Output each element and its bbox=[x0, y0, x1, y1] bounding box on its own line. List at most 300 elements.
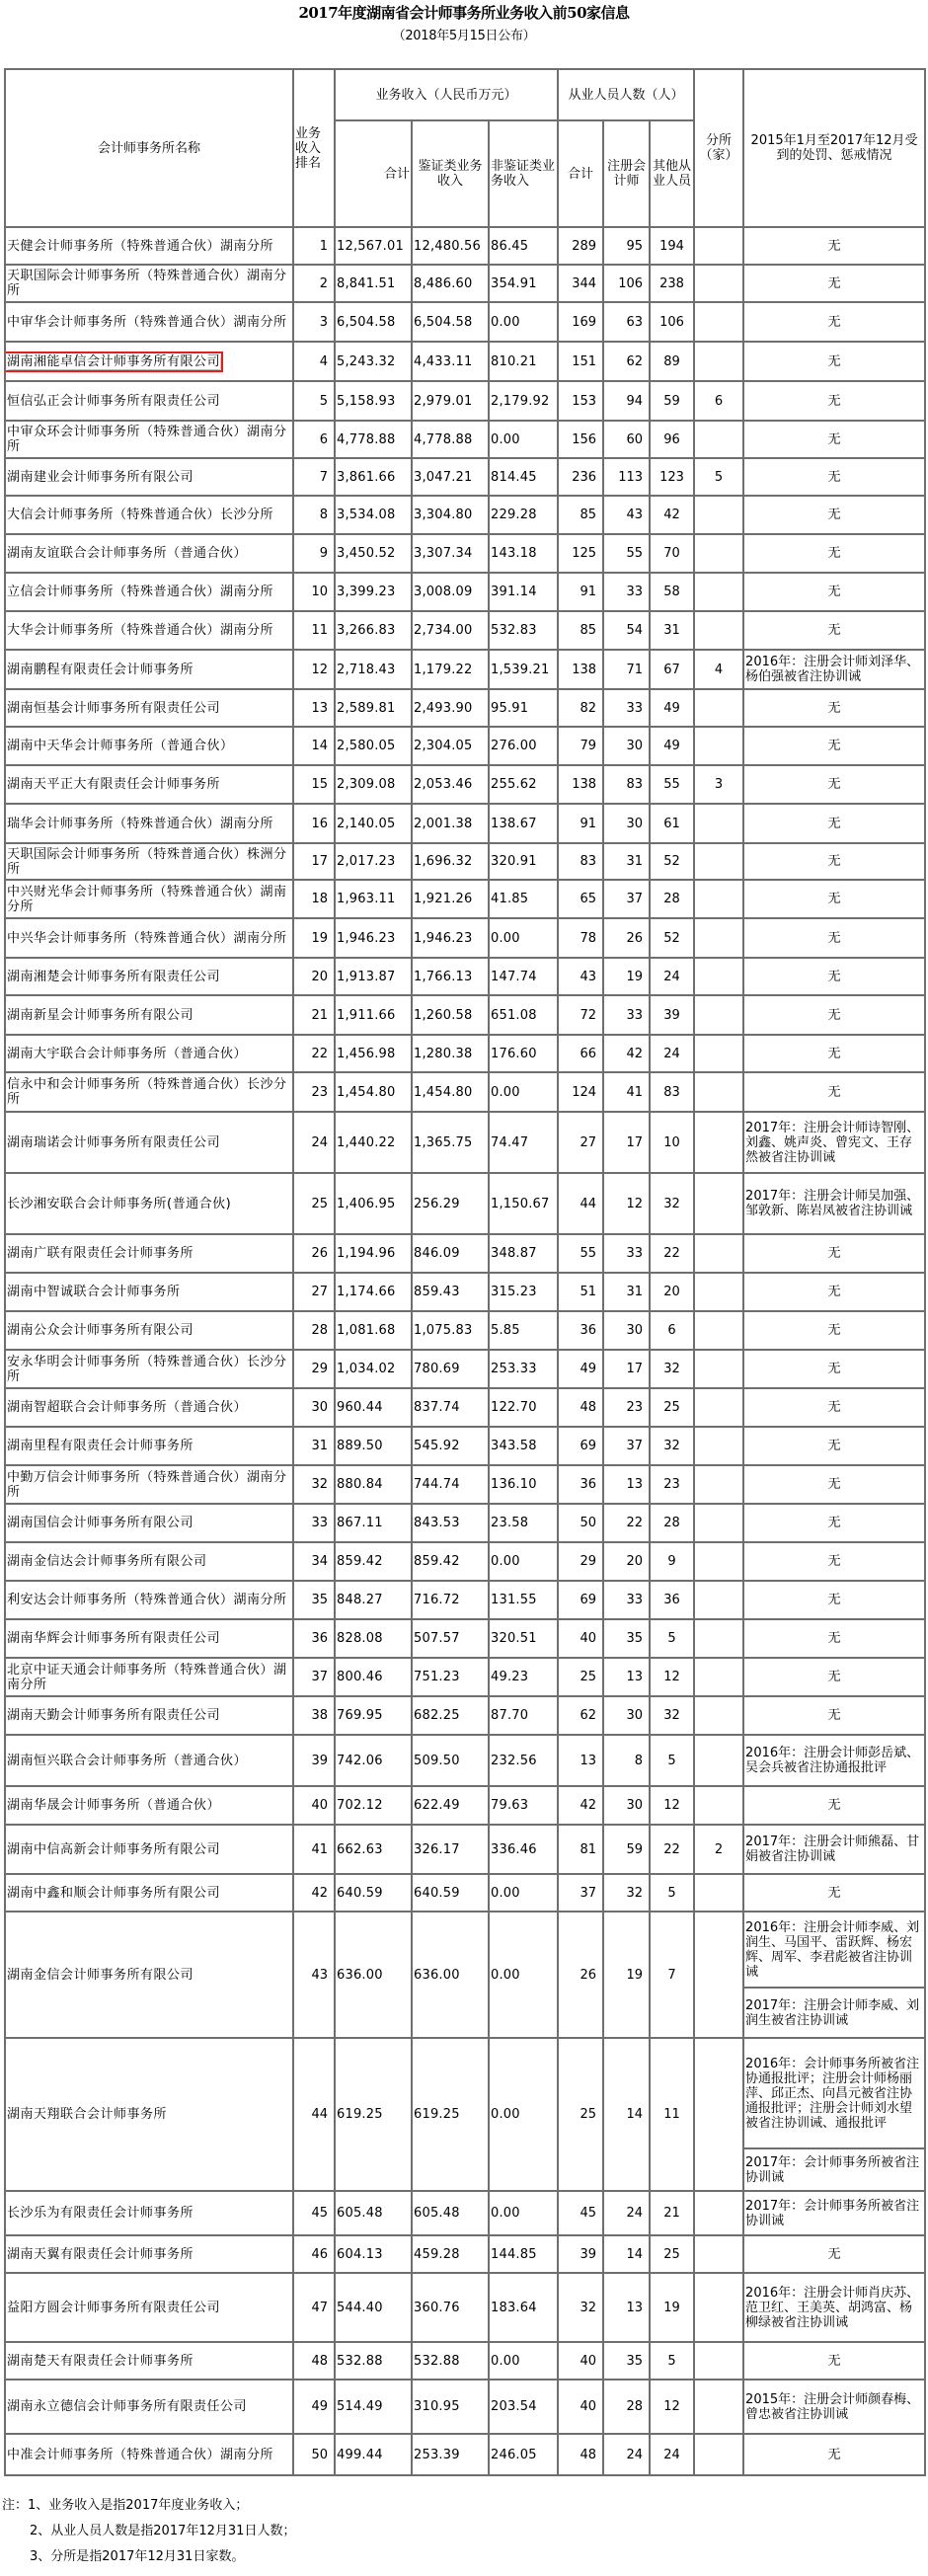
table-row bbox=[5, 1112, 925, 1173]
cell-revenue-total: 636.00 bbox=[335, 1912, 412, 2038]
cell-penalty: 无 bbox=[743, 2342, 925, 2380]
cell-revenue-nonaudit: 49.23 bbox=[489, 1658, 558, 1696]
firm-name-text: 中兴财光华会计师事务所（特殊普通合伙）湖南分所 bbox=[7, 884, 287, 914]
cell-staff-other: 96 bbox=[650, 421, 694, 458]
cell-staff-cpa: 23 bbox=[603, 1388, 650, 1427]
table-row bbox=[5, 2038, 925, 2148]
cell-penalty: 无 bbox=[743, 1504, 925, 1542]
cell-staff-total: 82 bbox=[558, 689, 603, 727]
cell-branches bbox=[694, 1465, 743, 1504]
cell-branches bbox=[694, 1112, 743, 1173]
cell-staff-other: 58 bbox=[650, 573, 694, 611]
table-row bbox=[5, 458, 925, 496]
cell-branches bbox=[694, 2434, 743, 2475]
cell-staff-total: 32 bbox=[558, 2273, 603, 2342]
cell-staff-other: 24 bbox=[650, 958, 694, 995]
cell-staff-other: 61 bbox=[650, 804, 694, 843]
cell-staff-cpa: 24 bbox=[603, 2191, 650, 2235]
cell-revenue-audit: 1,260.58 bbox=[412, 995, 489, 1035]
firm-name-text: 中兴华会计师事务所（特殊普通合伙）湖南分所 bbox=[7, 930, 287, 946]
cell-revenue-total: 2,580.05 bbox=[335, 727, 412, 765]
cell-rank: 10 bbox=[293, 573, 335, 611]
cell-revenue-audit: 459.28 bbox=[412, 2235, 489, 2273]
cell-revenue-total: 1,963.11 bbox=[335, 880, 412, 918]
cell-branches bbox=[694, 689, 743, 727]
cell-revenue-audit: 326.17 bbox=[412, 1825, 489, 1874]
cell-staff-cpa: 54 bbox=[603, 611, 650, 650]
cell-staff-other: 32 bbox=[650, 1173, 694, 1234]
cell-revenue-nonaudit: 0.00 bbox=[489, 1874, 558, 1912]
cell-firm-name bbox=[5, 650, 293, 689]
cell-staff-cpa: 60 bbox=[603, 421, 650, 458]
cell-branches bbox=[694, 1173, 743, 1234]
firm-name-text: 天职国际会计师事务所（特殊普通合伙）湖南分所 bbox=[7, 269, 287, 298]
cell-staff-cpa: 22 bbox=[603, 1504, 650, 1542]
cell-revenue-audit: 837.74 bbox=[412, 1388, 489, 1427]
cell-rank: 38 bbox=[293, 1696, 335, 1735]
cell-staff-other: 32 bbox=[650, 1427, 694, 1465]
cell-revenue-nonaudit: 343.58 bbox=[489, 1427, 558, 1465]
cell-staff-cpa: 42 bbox=[603, 1035, 650, 1072]
cell-penalty: 无 bbox=[743, 765, 925, 804]
cell-staff-total: 29 bbox=[558, 1542, 603, 1581]
cell-staff-cpa: 33 bbox=[603, 689, 650, 727]
cell-branches bbox=[694, 1504, 743, 1542]
cell-staff-total: 125 bbox=[558, 534, 603, 573]
cell-staff-total: 289 bbox=[558, 227, 603, 265]
cell-penalty: 无 bbox=[743, 342, 925, 381]
cell-rank: 30 bbox=[293, 1388, 335, 1427]
cell-revenue-nonaudit: 651.08 bbox=[489, 995, 558, 1035]
table-row bbox=[5, 611, 925, 650]
cell-revenue-total: 640.59 bbox=[335, 1874, 412, 1912]
cell-revenue-nonaudit: 532.83 bbox=[489, 611, 558, 650]
table-row bbox=[5, 496, 925, 534]
cell-revenue-nonaudit: 79.63 bbox=[489, 1786, 558, 1825]
cell-rank: 17 bbox=[293, 843, 335, 880]
header-branches: 分所（家） bbox=[694, 69, 743, 227]
cell-firm-name bbox=[5, 421, 293, 458]
cell-revenue-nonaudit: 0.00 bbox=[489, 302, 558, 342]
cell-penalty: 2016年：会计师事务所被省注协通报批评；注册会计师杨丽萍、邱正杰、向昌元被省注协通报批评；注册会计师刘水望被省注协训诫、通报批评 bbox=[743, 2038, 925, 2148]
cell-rank: 39 bbox=[293, 1735, 335, 1786]
cell-revenue-audit: 2,979.01 bbox=[412, 381, 489, 421]
cell-penalty: 无 bbox=[743, 880, 925, 918]
cell-revenue-total: 544.40 bbox=[335, 2273, 412, 2342]
cell-revenue-nonaudit: 232.56 bbox=[489, 1735, 558, 1786]
cell-staff-other: 67 bbox=[650, 650, 694, 689]
firm-name-text: 利安达会计师事务所（特殊普通合伙）湖南分所 bbox=[7, 1593, 287, 1607]
cell-firm-name bbox=[5, 302, 293, 342]
cell-staff-total: 26 bbox=[558, 1912, 603, 2038]
firm-name-text: 湖南智超联合会计师事务所（普通合伙） bbox=[7, 1400, 248, 1415]
header-staff-group: 从业人员人数（人） bbox=[558, 69, 694, 120]
cell-firm-name bbox=[5, 1696, 293, 1735]
firm-name-text: 湖南金信会计师事务所有限公司 bbox=[7, 1967, 194, 1983]
cell-penalty: 2017年：注册会计师熊磊、甘娟被省注协训诫 bbox=[743, 1825, 925, 1874]
firm-name-text: 湖南中天华会计师事务所（普通合伙） bbox=[7, 739, 234, 753]
table-row bbox=[5, 1735, 925, 1786]
cell-staff-other: 32 bbox=[650, 1350, 694, 1388]
cell-branches bbox=[694, 727, 743, 765]
table-row bbox=[5, 995, 925, 1035]
firm-name-text: 湖南恒基会计师事务所有限责任公司 bbox=[7, 700, 221, 716]
cell-rank: 27 bbox=[293, 1273, 335, 1311]
cell-revenue-audit: 1,179.22 bbox=[412, 650, 489, 689]
cell-staff-total: 83 bbox=[558, 843, 603, 880]
cell-staff-cpa: 26 bbox=[603, 918, 650, 958]
cell-firm-name bbox=[5, 1311, 293, 1350]
footnotes bbox=[2, 2493, 295, 2570]
table-row bbox=[5, 227, 925, 265]
cell-rank: 12 bbox=[293, 650, 335, 689]
table-row bbox=[5, 1350, 925, 1388]
cell-staff-cpa: 8 bbox=[603, 1735, 650, 1786]
cell-staff-total: 37 bbox=[558, 1874, 603, 1912]
cell-branches bbox=[694, 1581, 743, 1619]
cell-revenue-nonaudit: 814.45 bbox=[489, 458, 558, 496]
cell-staff-other: 59 bbox=[650, 381, 694, 421]
table-row bbox=[5, 1035, 925, 1072]
table-row bbox=[5, 650, 925, 689]
cell-penalty: 无 bbox=[743, 1350, 925, 1388]
cell-rank: 41 bbox=[293, 1825, 335, 1874]
cell-firm-name bbox=[5, 1465, 293, 1504]
cell-rank: 47 bbox=[293, 2273, 335, 2342]
cell-branches bbox=[694, 918, 743, 958]
cell-firm-name bbox=[5, 1427, 293, 1465]
cell-revenue-total: 1,194.96 bbox=[335, 1234, 412, 1273]
cell-staff-total: 236 bbox=[558, 458, 603, 496]
cell-revenue-audit: 360.76 bbox=[412, 2273, 489, 2342]
cell-staff-cpa: 35 bbox=[603, 1619, 650, 1658]
firm-name-text: 湖南国信会计师事务所有限公司 bbox=[7, 1516, 194, 1530]
cell-revenue-audit: 1,766.13 bbox=[412, 958, 489, 995]
cell-penalty: 2016年：注册会计师刘泽华、杨伯强被省注协训诫 bbox=[743, 650, 925, 689]
cell-staff-total: 91 bbox=[558, 573, 603, 611]
cell-staff-other: 106 bbox=[650, 302, 694, 342]
table-row bbox=[5, 1542, 925, 1581]
header-revenue-audit: 鉴证类业务收入 bbox=[412, 120, 489, 227]
cell-branches bbox=[694, 1273, 743, 1311]
cell-firm-name bbox=[5, 1035, 293, 1072]
firm-name-text: 湖南中鑫和顺会计师事务所有限公司 bbox=[7, 1885, 221, 1901]
cell-revenue-nonaudit: 336.46 bbox=[489, 1825, 558, 1874]
cell-penalty: 2017年：注册会计师李威、刘润生被省注协训诫 bbox=[743, 1988, 925, 2038]
cell-revenue-audit: 532.88 bbox=[412, 2342, 489, 2380]
cell-revenue-audit: 859.42 bbox=[412, 1542, 489, 1581]
cell-revenue-nonaudit: 86.45 bbox=[489, 227, 558, 265]
cell-branches bbox=[694, 958, 743, 995]
cell-penalty: 无 bbox=[743, 727, 925, 765]
cell-penalty: 2016年：注册会计师肖庆苏、范卫红、王美英、胡鸿富、杨柳绿被省注协训诫 bbox=[743, 2273, 925, 2342]
cell-staff-cpa: 41 bbox=[603, 1072, 650, 1112]
cell-staff-other: 11 bbox=[650, 2038, 694, 2191]
cell-penalty: 无 bbox=[743, 2235, 925, 2273]
cell-revenue-total: 1,440.22 bbox=[335, 1112, 412, 1173]
cell-firm-name bbox=[5, 2038, 293, 2191]
cell-revenue-nonaudit: 144.85 bbox=[489, 2235, 558, 2273]
cell-staff-other: 36 bbox=[650, 1581, 694, 1619]
cell-penalty: 2017年：注册会计师诗智刚、刘鑫、姚声炎、曾宪文、王存然被省注协训诫 bbox=[743, 1112, 925, 1173]
table-row bbox=[5, 1874, 925, 1912]
cell-revenue-nonaudit: 147.74 bbox=[489, 958, 558, 995]
cell-revenue-total: 889.50 bbox=[335, 1427, 412, 1465]
cell-staff-total: 65 bbox=[558, 880, 603, 918]
cell-staff-cpa: 30 bbox=[603, 727, 650, 765]
cell-staff-other: 52 bbox=[650, 843, 694, 880]
table-row bbox=[5, 843, 925, 880]
cell-staff-total: 13 bbox=[558, 1735, 603, 1786]
cell-firm-name bbox=[5, 843, 293, 880]
table-row bbox=[5, 381, 925, 421]
cell-firm-name bbox=[5, 265, 293, 302]
cell-branches: 5 bbox=[694, 458, 743, 496]
cell-rank: 32 bbox=[293, 1465, 335, 1504]
cell-revenue-total: 1,456.98 bbox=[335, 1035, 412, 1072]
cell-revenue-nonaudit: 74.47 bbox=[489, 1112, 558, 1173]
table-row bbox=[5, 2342, 925, 2380]
cell-branches bbox=[694, 2380, 743, 2434]
table-row bbox=[5, 765, 925, 804]
cell-staff-total: 42 bbox=[558, 1786, 603, 1825]
table-row bbox=[5, 2380, 925, 2434]
table-row bbox=[5, 1658, 925, 1696]
cell-rank: 5 bbox=[293, 381, 335, 421]
cell-firm-name bbox=[5, 342, 293, 381]
cell-staff-cpa: 31 bbox=[603, 1273, 650, 1311]
cell-staff-cpa: 19 bbox=[603, 1912, 650, 2038]
cell-rank: 36 bbox=[293, 1619, 335, 1658]
cell-branches bbox=[694, 2235, 743, 2273]
firm-name-text: 中审众环会计师事务所（特殊普通合伙）湖南分所 bbox=[7, 425, 287, 454]
table-row bbox=[5, 342, 925, 381]
cell-penalty: 无 bbox=[743, 1072, 925, 1112]
cell-rank: 48 bbox=[293, 2342, 335, 2380]
cell-rank: 4 bbox=[293, 342, 335, 381]
cell-firm-name bbox=[5, 1735, 293, 1786]
cell-staff-other: 70 bbox=[650, 534, 694, 573]
table-row bbox=[5, 1465, 925, 1504]
cell-branches bbox=[694, 302, 743, 342]
cell-revenue-audit: 3,008.09 bbox=[412, 573, 489, 611]
header-staff-cpa: 注册会计师 bbox=[603, 120, 650, 227]
cell-revenue-total: 1,034.02 bbox=[335, 1350, 412, 1388]
cell-staff-other: 20 bbox=[650, 1273, 694, 1311]
cell-staff-total: 51 bbox=[558, 1273, 603, 1311]
cell-branches bbox=[694, 1696, 743, 1735]
cell-revenue-total: 2,140.05 bbox=[335, 804, 412, 843]
cell-revenue-total: 514.49 bbox=[335, 2380, 412, 2434]
cell-rank: 31 bbox=[293, 1427, 335, 1465]
cell-branches bbox=[694, 227, 743, 265]
cell-penalty: 无 bbox=[743, 995, 925, 1035]
cell-staff-total: 72 bbox=[558, 995, 603, 1035]
cell-staff-cpa: 59 bbox=[603, 1825, 650, 1874]
cell-staff-cpa: 28 bbox=[603, 2380, 650, 2434]
cell-staff-total: 40 bbox=[558, 2342, 603, 2380]
cell-revenue-total: 1,174.66 bbox=[335, 1273, 412, 1311]
firm-name-text: 长沙湘安联合会计师事务所(普通合伙) bbox=[7, 1196, 232, 1211]
cell-staff-total: 81 bbox=[558, 1825, 603, 1874]
cell-firm-name bbox=[5, 1504, 293, 1542]
cell-staff-total: 344 bbox=[558, 265, 603, 302]
table-row bbox=[5, 421, 925, 458]
cell-staff-cpa: 33 bbox=[603, 1581, 650, 1619]
cell-branches bbox=[694, 2191, 743, 2235]
table-row bbox=[5, 2191, 925, 2235]
cell-penalty: 无 bbox=[743, 1581, 925, 1619]
cell-staff-total: 55 bbox=[558, 1234, 603, 1273]
firm-name-text: 湖南中信高新会计师事务所有限公司 bbox=[7, 1841, 221, 1857]
cell-firm-name bbox=[5, 573, 293, 611]
cell-staff-other: 6 bbox=[650, 1311, 694, 1350]
cell-rank: 6 bbox=[293, 421, 335, 458]
cell-branches bbox=[694, 342, 743, 381]
cell-firm-name bbox=[5, 1388, 293, 1427]
firm-name-text: 湖南中智诚联合会计师事务所 bbox=[7, 1285, 181, 1299]
cell-branches bbox=[694, 1311, 743, 1350]
cell-revenue-nonaudit: 2,179.92 bbox=[489, 381, 558, 421]
cell-firm-name bbox=[5, 1874, 293, 1912]
cell-revenue-audit: 3,047.21 bbox=[412, 458, 489, 496]
cell-revenue-nonaudit: 0.00 bbox=[489, 2191, 558, 2235]
cell-revenue-audit: 253.39 bbox=[412, 2434, 489, 2475]
cell-firm-name bbox=[5, 727, 293, 765]
table-row bbox=[5, 534, 925, 573]
cell-rank: 15 bbox=[293, 765, 335, 804]
cell-revenue-nonaudit: 203.54 bbox=[489, 2380, 558, 2434]
footnote-2: 2、从业人员人数是指2017年12月31日人数； bbox=[30, 2524, 296, 2538]
cell-revenue-total: 769.95 bbox=[335, 1696, 412, 1735]
cell-penalty: 无 bbox=[743, 227, 925, 265]
cell-revenue-total: 532.88 bbox=[335, 2342, 412, 2380]
cell-revenue-audit: 3,304.80 bbox=[412, 496, 489, 534]
header-penalties: 2015年1月至2017年12月受到的处罚、惩戒情况 bbox=[743, 69, 925, 227]
cell-rank: 20 bbox=[293, 958, 335, 995]
cell-firm-name bbox=[5, 1173, 293, 1234]
cell-penalty: 无 bbox=[743, 1874, 925, 1912]
cell-penalty: 无 bbox=[743, 1542, 925, 1581]
cell-firm-name bbox=[5, 1542, 293, 1581]
cell-firm-name bbox=[5, 1273, 293, 1311]
page-title: 2017年度湖南省会计师事务所业务收入前50家信息 bbox=[298, 4, 630, 22]
cell-staff-total: 62 bbox=[558, 1696, 603, 1735]
cell-revenue-nonaudit: 0.00 bbox=[489, 2342, 558, 2380]
cell-rank: 19 bbox=[293, 918, 335, 958]
cell-revenue-nonaudit: 0.00 bbox=[489, 1542, 558, 1581]
cell-revenue-total: 848.27 bbox=[335, 1581, 412, 1619]
cell-penalty: 无 bbox=[743, 1035, 925, 1072]
header-rank: 业务收入排名 bbox=[293, 69, 335, 227]
cell-revenue-audit: 6,504.58 bbox=[412, 302, 489, 342]
cell-staff-other: 123 bbox=[650, 458, 694, 496]
cell-staff-total: 66 bbox=[558, 1035, 603, 1072]
cell-staff-total: 85 bbox=[558, 611, 603, 650]
cell-staff-cpa: 20 bbox=[603, 1542, 650, 1581]
cell-staff-other: 238 bbox=[650, 265, 694, 302]
cell-revenue-nonaudit: 176.60 bbox=[489, 1035, 558, 1072]
cell-revenue-total: 3,266.83 bbox=[335, 611, 412, 650]
cell-revenue-total: 662.63 bbox=[335, 1825, 412, 1874]
cell-revenue-audit: 8,486.60 bbox=[412, 265, 489, 302]
cell-revenue-nonaudit: 41.85 bbox=[489, 880, 558, 918]
cell-staff-other: 194 bbox=[650, 227, 694, 265]
cell-rank: 50 bbox=[293, 2434, 335, 2475]
cell-staff-total: 49 bbox=[558, 1350, 603, 1388]
cell-staff-other: 21 bbox=[650, 2191, 694, 2235]
cell-staff-other: 28 bbox=[650, 880, 694, 918]
highlighted-firm-name: 湖南湘能卓信会计师事务所有限公司 bbox=[7, 353, 221, 369]
cell-staff-total: 138 bbox=[558, 650, 603, 689]
cell-rank: 49 bbox=[293, 2380, 335, 2434]
cell-rank: 26 bbox=[293, 1234, 335, 1273]
cell-revenue-audit: 846.09 bbox=[412, 1234, 489, 1273]
header-revenue-total: 合计 bbox=[335, 120, 412, 227]
cell-staff-cpa: 35 bbox=[603, 2342, 650, 2380]
table-row bbox=[5, 265, 925, 302]
cell-revenue-audit: 780.69 bbox=[412, 1350, 489, 1388]
firm-name-text: 湖南广联有限责任会计师事务所 bbox=[7, 1246, 194, 1261]
cell-branches bbox=[694, 421, 743, 458]
table-row bbox=[5, 1912, 925, 1988]
cell-revenue-total: 605.48 bbox=[335, 2191, 412, 2235]
cell-revenue-total: 6,504.58 bbox=[335, 302, 412, 342]
cell-rank: 29 bbox=[293, 1350, 335, 1388]
cell-penalty: 2017年：注册会计师吴加强、邹敦新、陈岩凤被省注协训诫 bbox=[743, 1173, 925, 1234]
cell-staff-total: 78 bbox=[558, 918, 603, 958]
cell-staff-other: 9 bbox=[650, 1542, 694, 1581]
cell-staff-other: 24 bbox=[650, 1035, 694, 1072]
cell-penalty: 无 bbox=[743, 496, 925, 534]
cell-staff-cpa: 13 bbox=[603, 2273, 650, 2342]
cell-penalty: 无 bbox=[743, 302, 925, 342]
cell-revenue-nonaudit: 23.58 bbox=[489, 1504, 558, 1542]
cell-staff-other: 5 bbox=[650, 2342, 694, 2380]
cell-staff-cpa: 30 bbox=[603, 1696, 650, 1735]
cell-revenue-audit: 751.23 bbox=[412, 1658, 489, 1696]
cell-penalty: 2017年：会计师事务所被省注协训诫 bbox=[743, 2191, 925, 2235]
cell-staff-total: 79 bbox=[558, 727, 603, 765]
cell-branches bbox=[694, 880, 743, 918]
cell-staff-total: 25 bbox=[558, 2038, 603, 2191]
cell-branches: 3 bbox=[694, 765, 743, 804]
cell-staff-other: 25 bbox=[650, 1388, 694, 1427]
cell-rank: 7 bbox=[293, 458, 335, 496]
cell-penalty: 无 bbox=[743, 918, 925, 958]
table-row bbox=[5, 302, 925, 342]
cell-penalty: 无 bbox=[743, 1388, 925, 1427]
cell-firm-name bbox=[5, 918, 293, 958]
cell-firm-name bbox=[5, 765, 293, 804]
cell-penalty: 无 bbox=[743, 1311, 925, 1350]
cell-staff-cpa: 83 bbox=[603, 765, 650, 804]
cell-penalty: 2016年：注册会计师彭岳斌、吴会兵被省注协通报批评 bbox=[743, 1735, 925, 1786]
cell-revenue-audit: 636.00 bbox=[412, 1912, 489, 2038]
cell-revenue-audit: 682.25 bbox=[412, 1696, 489, 1735]
cell-revenue-audit: 3,307.34 bbox=[412, 534, 489, 573]
cell-staff-cpa: 14 bbox=[603, 2038, 650, 2191]
cell-revenue-nonaudit: 276.00 bbox=[489, 727, 558, 765]
cell-staff-cpa: 12 bbox=[603, 1173, 650, 1234]
cell-branches bbox=[694, 995, 743, 1035]
cell-staff-cpa: 37 bbox=[603, 880, 650, 918]
cell-penalty: 无 bbox=[743, 381, 925, 421]
cell-revenue-audit: 1,921.26 bbox=[412, 880, 489, 918]
cell-branches bbox=[694, 1619, 743, 1658]
cell-revenue-audit: 1,454.80 bbox=[412, 1072, 489, 1112]
publish-date: （2018年5月15日公布） bbox=[392, 29, 536, 43]
